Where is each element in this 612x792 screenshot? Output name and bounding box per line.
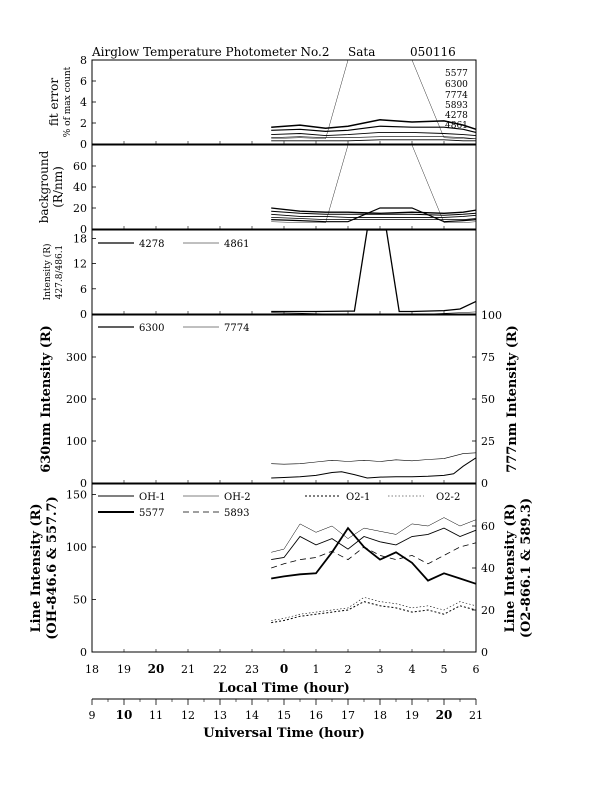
legend-fit-4278: 4278 (445, 111, 468, 121)
ytick-label-blue-lines-0: 0 (80, 308, 87, 321)
local-time-tick-18: 18 (85, 663, 99, 676)
legend-label-5893: 5893 (224, 508, 250, 519)
ut-tick-label-17: 17 (341, 709, 355, 722)
local-time-tick-6: 6 (472, 663, 480, 676)
ytick-right-label-oi-lines-2: 50 (481, 393, 495, 406)
ytick-label-blue-lines-2: 12 (73, 257, 87, 271)
ytick-label-background-0: 0 (80, 223, 87, 236)
local-time-tick-5: 5 (440, 663, 448, 676)
ytick-label-background-2: 40 (73, 181, 87, 194)
ytick-label-oi-lines-1: 100 (66, 435, 87, 448)
ylabel-airglow-left-line1: Line Intensity (R) (29, 503, 44, 633)
ytick-label-airglow-lines-3: 150 (66, 488, 87, 502)
series-line-airglow-lines-o2-2 (271, 597, 476, 620)
legend-label-o21: O2-1 (346, 492, 371, 503)
ut-tick-label-18: 18 (373, 709, 387, 722)
legend-label-oh1: OH-1 (139, 492, 166, 503)
ytick-label-fit-error-0: 0 (80, 138, 87, 151)
legend-label-oh2: OH-2 (224, 492, 251, 503)
series-line-oi-lines-7774 (271, 453, 476, 464)
local-time-axis-label: Local Time (hour) (218, 681, 350, 696)
ytick-right-label-airglow-lines-1: 20 (481, 604, 495, 617)
panel-background-frame (92, 145, 476, 229)
ut-tick-label-13: 13 (213, 709, 227, 722)
ylabel-airglow-left-line2: (OH-846.6 & 557.7) (45, 496, 60, 640)
ylabel-777nm: 777nm Intensity (R) (505, 325, 520, 473)
ylabel-airglow-right (503, 498, 534, 638)
chart-marks (66, 54, 502, 722)
ytick-right-label-airglow-lines-3: 60 (481, 520, 495, 533)
ylabel-airglow-left (29, 496, 60, 640)
ylabel-blue (42, 244, 65, 301)
legend-label-5577: 5577 (139, 508, 165, 519)
ytick-label-background-1: 20 (73, 202, 87, 215)
legend-fit-5577: 5577 (445, 69, 468, 79)
ytick-right-label-oi-lines-1: 25 (481, 435, 495, 448)
ut-tick-label-21: 21 (469, 709, 483, 722)
local-time-tick-20: 20 (147, 662, 165, 676)
ytick-label-blue-lines-1: 6 (80, 282, 87, 296)
ytick-right-label-airglow-lines-0: 0 (481, 646, 488, 659)
ytick-label-fit-error-2: 4 (80, 96, 87, 109)
legend-fit-6300: 6300 (445, 80, 468, 90)
ut-tick-label-19: 19 (405, 709, 419, 722)
ytick-label-oi-lines-2: 200 (66, 393, 87, 406)
ytick-label-airglow-lines-1: 50 (73, 593, 87, 607)
legend-oi (98, 323, 249, 334)
series-line-airglow-lines-5577 (271, 528, 476, 584)
legend-fit-7774: 7774 (445, 91, 468, 101)
figure-title: Airglow Temperature Photometer No.2 (92, 45, 330, 59)
local-time-tick-21: 21 (181, 663, 195, 676)
ytick-label-fit-error-3: 6 (80, 75, 87, 88)
legend-label-7774: 7774 (224, 323, 250, 334)
universal-time-axis-label: Universal Time (hour) (203, 726, 365, 741)
ytick-label-airglow-lines-2: 100 (66, 541, 87, 554)
ytick-label-fit-error-1: 2 (80, 117, 87, 130)
ytick-label-oi-lines-3: 300 (66, 351, 87, 364)
ut-tick-label-20: 20 (435, 708, 453, 722)
ytick-right-label-oi-lines-4: 100 (481, 309, 502, 322)
ylabel-blue-line1: Intensity (R) (43, 243, 53, 301)
ylabel-background-line1: background (37, 150, 51, 224)
ut-tick-label-16: 16 (309, 709, 323, 722)
series-line-fit-error-4861 (271, 140, 476, 141)
series-line-airglow-lines-oh-2 (271, 518, 476, 553)
legend-label-o22: O2-2 (436, 492, 461, 503)
local-time-tick-3: 3 (376, 663, 384, 676)
ylabel-background (37, 150, 65, 223)
ut-tick-label-15: 15 (277, 709, 291, 722)
series-line-blue-lines-4278 (271, 230, 476, 312)
legend-blue (98, 239, 249, 250)
panel-oi-frame (92, 315, 476, 483)
ylabel-fit-error-line2: % of max count (63, 66, 73, 138)
series-line-airglow-lines-o2-1 (271, 602, 476, 623)
legend-label-4861: 4861 (224, 239, 250, 250)
ylabel-airglow-right-line1: Line Intensity (R) (503, 503, 518, 633)
ytick-label-airglow-lines-0: 0 (80, 646, 87, 659)
local-time-tick-22: 22 (213, 663, 227, 676)
legend-airglow (98, 492, 460, 519)
local-time-tick-19: 19 (117, 663, 131, 676)
date-label: 050116 (410, 45, 456, 59)
station-name: Sata (348, 45, 376, 59)
ytick-label-fit-error-4: 8 (80, 54, 87, 67)
ut-tick-label-9: 9 (88, 709, 96, 722)
legend-fit-5893: 5893 (445, 101, 468, 111)
ut-tick-label-12: 12 (181, 709, 195, 722)
series-line-fit-error-7774 (271, 132, 476, 135)
ylabel-fit-error-line1: fit error (47, 77, 61, 127)
local-time-tick-4: 4 (408, 663, 416, 676)
local-time-tick-23: 23 (245, 663, 259, 676)
ut-tick-label-14: 14 (245, 709, 259, 722)
legend-fit-4861: 4861 (445, 121, 468, 131)
ytick-label-background-3: 60 (73, 160, 87, 173)
legend-label-4278: 4278 (139, 239, 165, 250)
ytick-right-label-oi-lines-3: 75 (481, 351, 495, 364)
ylabel-630nm: 630nm Intensity (R) (39, 325, 54, 473)
ylabel-blue-line2: 427.8/486.1 (55, 244, 65, 300)
legend-label-6300: 6300 (139, 323, 165, 334)
ut-tick-label-10: 10 (115, 708, 133, 722)
ylabel-background-line2: (R/nm) (51, 166, 65, 208)
local-time-tick-2: 2 (344, 663, 352, 676)
ut-tick-label-11: 11 (149, 709, 163, 722)
panel-fit-error-frame (92, 60, 476, 144)
ylabel-fit-error (47, 66, 73, 137)
ylabel-airglow-right-line2: (O2-866.1 & 589.3) (519, 497, 534, 639)
local-time-tick-1: 1 (312, 663, 320, 676)
ytick-label-oi-lines-0: 0 (80, 477, 87, 490)
ytick-right-label-airglow-lines-2: 40 (481, 562, 495, 575)
ytick-label-blue-lines-3: 18 (73, 232, 87, 246)
local-time-tick-0: 0 (279, 662, 289, 676)
ytick-right-label-oi-lines-0: 0 (481, 477, 488, 490)
